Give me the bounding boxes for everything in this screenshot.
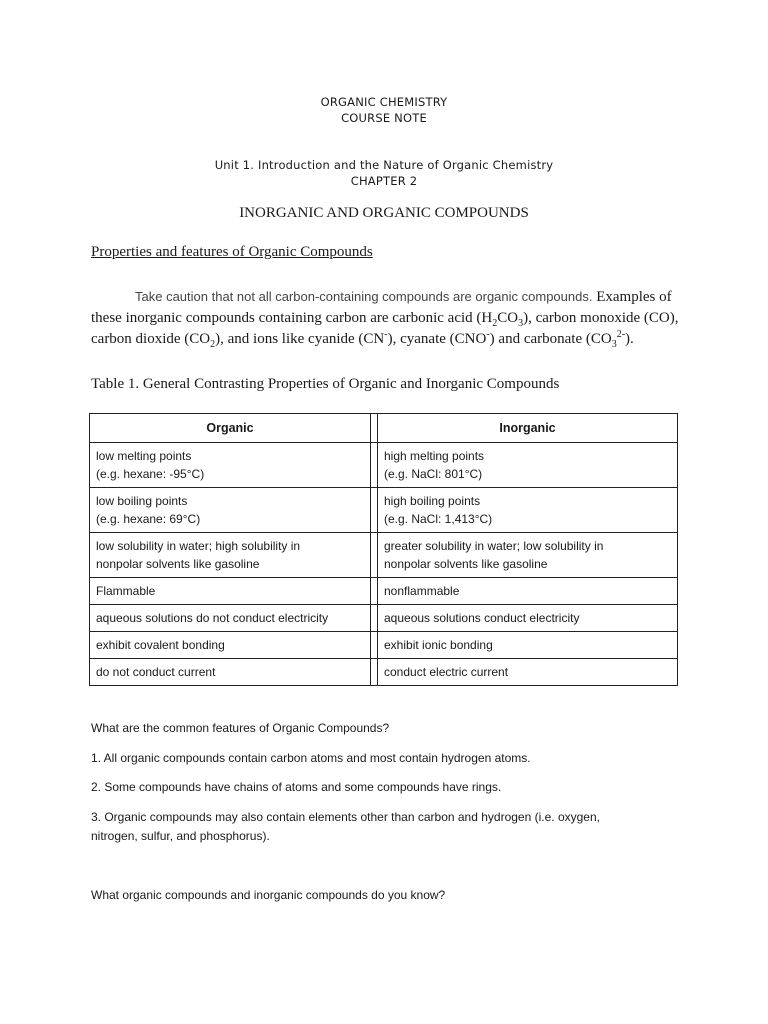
cell-text: low solubility in water; high solubility in	[96, 539, 301, 553]
paragraph-text: ) and carbonate (CO	[489, 331, 612, 347]
table-spacer	[371, 659, 378, 686]
table-row	[90, 605, 678, 632]
paragraph-text: CO	[497, 310, 519, 326]
intro-paragraph	[91, 286, 691, 350]
caution-text: Take caution that not all carbon-containing compounds are organic compounds.	[135, 289, 593, 304]
superscript: 2-	[616, 329, 626, 340]
superscript: -	[486, 329, 490, 340]
feature-item-2: 2. Some compounds have chains of atoms and some compounds have rings.	[91, 780, 502, 794]
cell-inorganic	[378, 443, 678, 488]
table-spacer	[371, 578, 378, 605]
cell-text: (e.g. NaCl: 801°C)	[384, 467, 483, 481]
feature-item-3: 3. Organic compounds may also contain elements other than carbon and hydrogen (i.e. oxygen, nitrogen, sulfur, and phosphorus).	[91, 810, 600, 843]
cell-text: nonpolar solvents like gasoline	[384, 557, 548, 571]
table-spacer	[371, 533, 378, 578]
cell-organic: exhibit covalent bonding	[90, 632, 371, 659]
section-title: Properties and features of Organic Compounds	[91, 244, 373, 260]
cell-text: high boiling points	[384, 494, 481, 508]
cell-inorganic	[378, 488, 678, 533]
cell-inorganic: nonflammable	[378, 578, 678, 605]
course-title: ORGANIC CHEMISTRY	[320, 95, 448, 109]
table-spacer	[371, 488, 378, 533]
subscript: 3	[611, 339, 617, 350]
cell-text: (e.g. hexane: 69°C)	[96, 512, 201, 526]
table-row	[90, 443, 678, 488]
comparison-table	[89, 413, 678, 686]
table-row	[90, 578, 678, 605]
paragraph-text: ), and ions like cyanide (CN	[215, 331, 385, 347]
table-row	[90, 533, 678, 578]
cell-text: (e.g. hexane: -95°C)	[96, 467, 205, 481]
superscript: -	[384, 329, 388, 340]
paragraph-text: Examples of these inorganic compounds containing carbon are carbonic acid (H	[91, 289, 672, 326]
paragraph-text: ), carbon monoxide (CO), carbon dioxide (CO	[91, 310, 679, 347]
cell-text: low boiling points	[96, 494, 188, 508]
cell-inorganic: conduct electric current	[378, 659, 678, 686]
cell-organic: do not conduct current	[90, 659, 371, 686]
cell-text: low melting points	[96, 449, 192, 463]
subscript: 3	[518, 318, 524, 329]
cell-inorganic: exhibit ionic bonding	[378, 632, 678, 659]
closing-question: What organic compounds and inorganic compounds do you know?	[91, 888, 446, 902]
cell-organic	[90, 533, 371, 578]
header-organic: Organic	[90, 414, 371, 443]
cell-text: greater solubility in water; low solubility in	[384, 539, 604, 553]
table-row	[90, 632, 678, 659]
unit-title: Unit 1. Introduction and the Nature of Organic Chemistry	[214, 158, 554, 172]
paragraph-text: ), cyanate (CNO	[387, 331, 487, 347]
cell-organic	[90, 443, 371, 488]
table-spacer	[371, 414, 378, 443]
table-header-row	[90, 414, 678, 443]
cell-inorganic: aqueous solutions conduct electricity	[378, 605, 678, 632]
cell-organic: Flammable	[90, 578, 371, 605]
cell-text: (e.g. NaCl: 1,413°C)	[384, 512, 493, 526]
subscript: 2	[492, 318, 498, 329]
table-spacer	[371, 632, 378, 659]
table-spacer	[371, 605, 378, 632]
feature-item-1: 1. All organic compounds contain carbon atoms and most contain hydrogen atoms.	[91, 751, 531, 765]
paragraph-text: ).	[625, 331, 634, 347]
table-row	[90, 659, 678, 686]
table-row	[90, 488, 678, 533]
table-spacer	[371, 443, 378, 488]
cell-text: nonpolar solvents like gasoline	[96, 557, 260, 571]
cell-text: high melting points	[384, 449, 485, 463]
features-question: What are the common features of Organic Compounds?	[91, 721, 390, 735]
table-caption: Table 1. General Contrasting Properties of Organic and Inorganic Compounds	[91, 376, 560, 392]
main-heading: INORGANIC AND ORGANIC COMPOUNDS	[239, 205, 529, 221]
subscript: 2	[210, 339, 216, 350]
course-subtitle: COURSE NOTE	[341, 111, 427, 125]
header-inorganic: Inorganic	[378, 414, 678, 443]
cell-inorganic	[378, 533, 678, 578]
chapter-label: CHAPTER 2	[350, 174, 418, 188]
cell-organic: aqueous solutions do not conduct electricity	[90, 605, 371, 632]
cell-organic	[90, 488, 371, 533]
